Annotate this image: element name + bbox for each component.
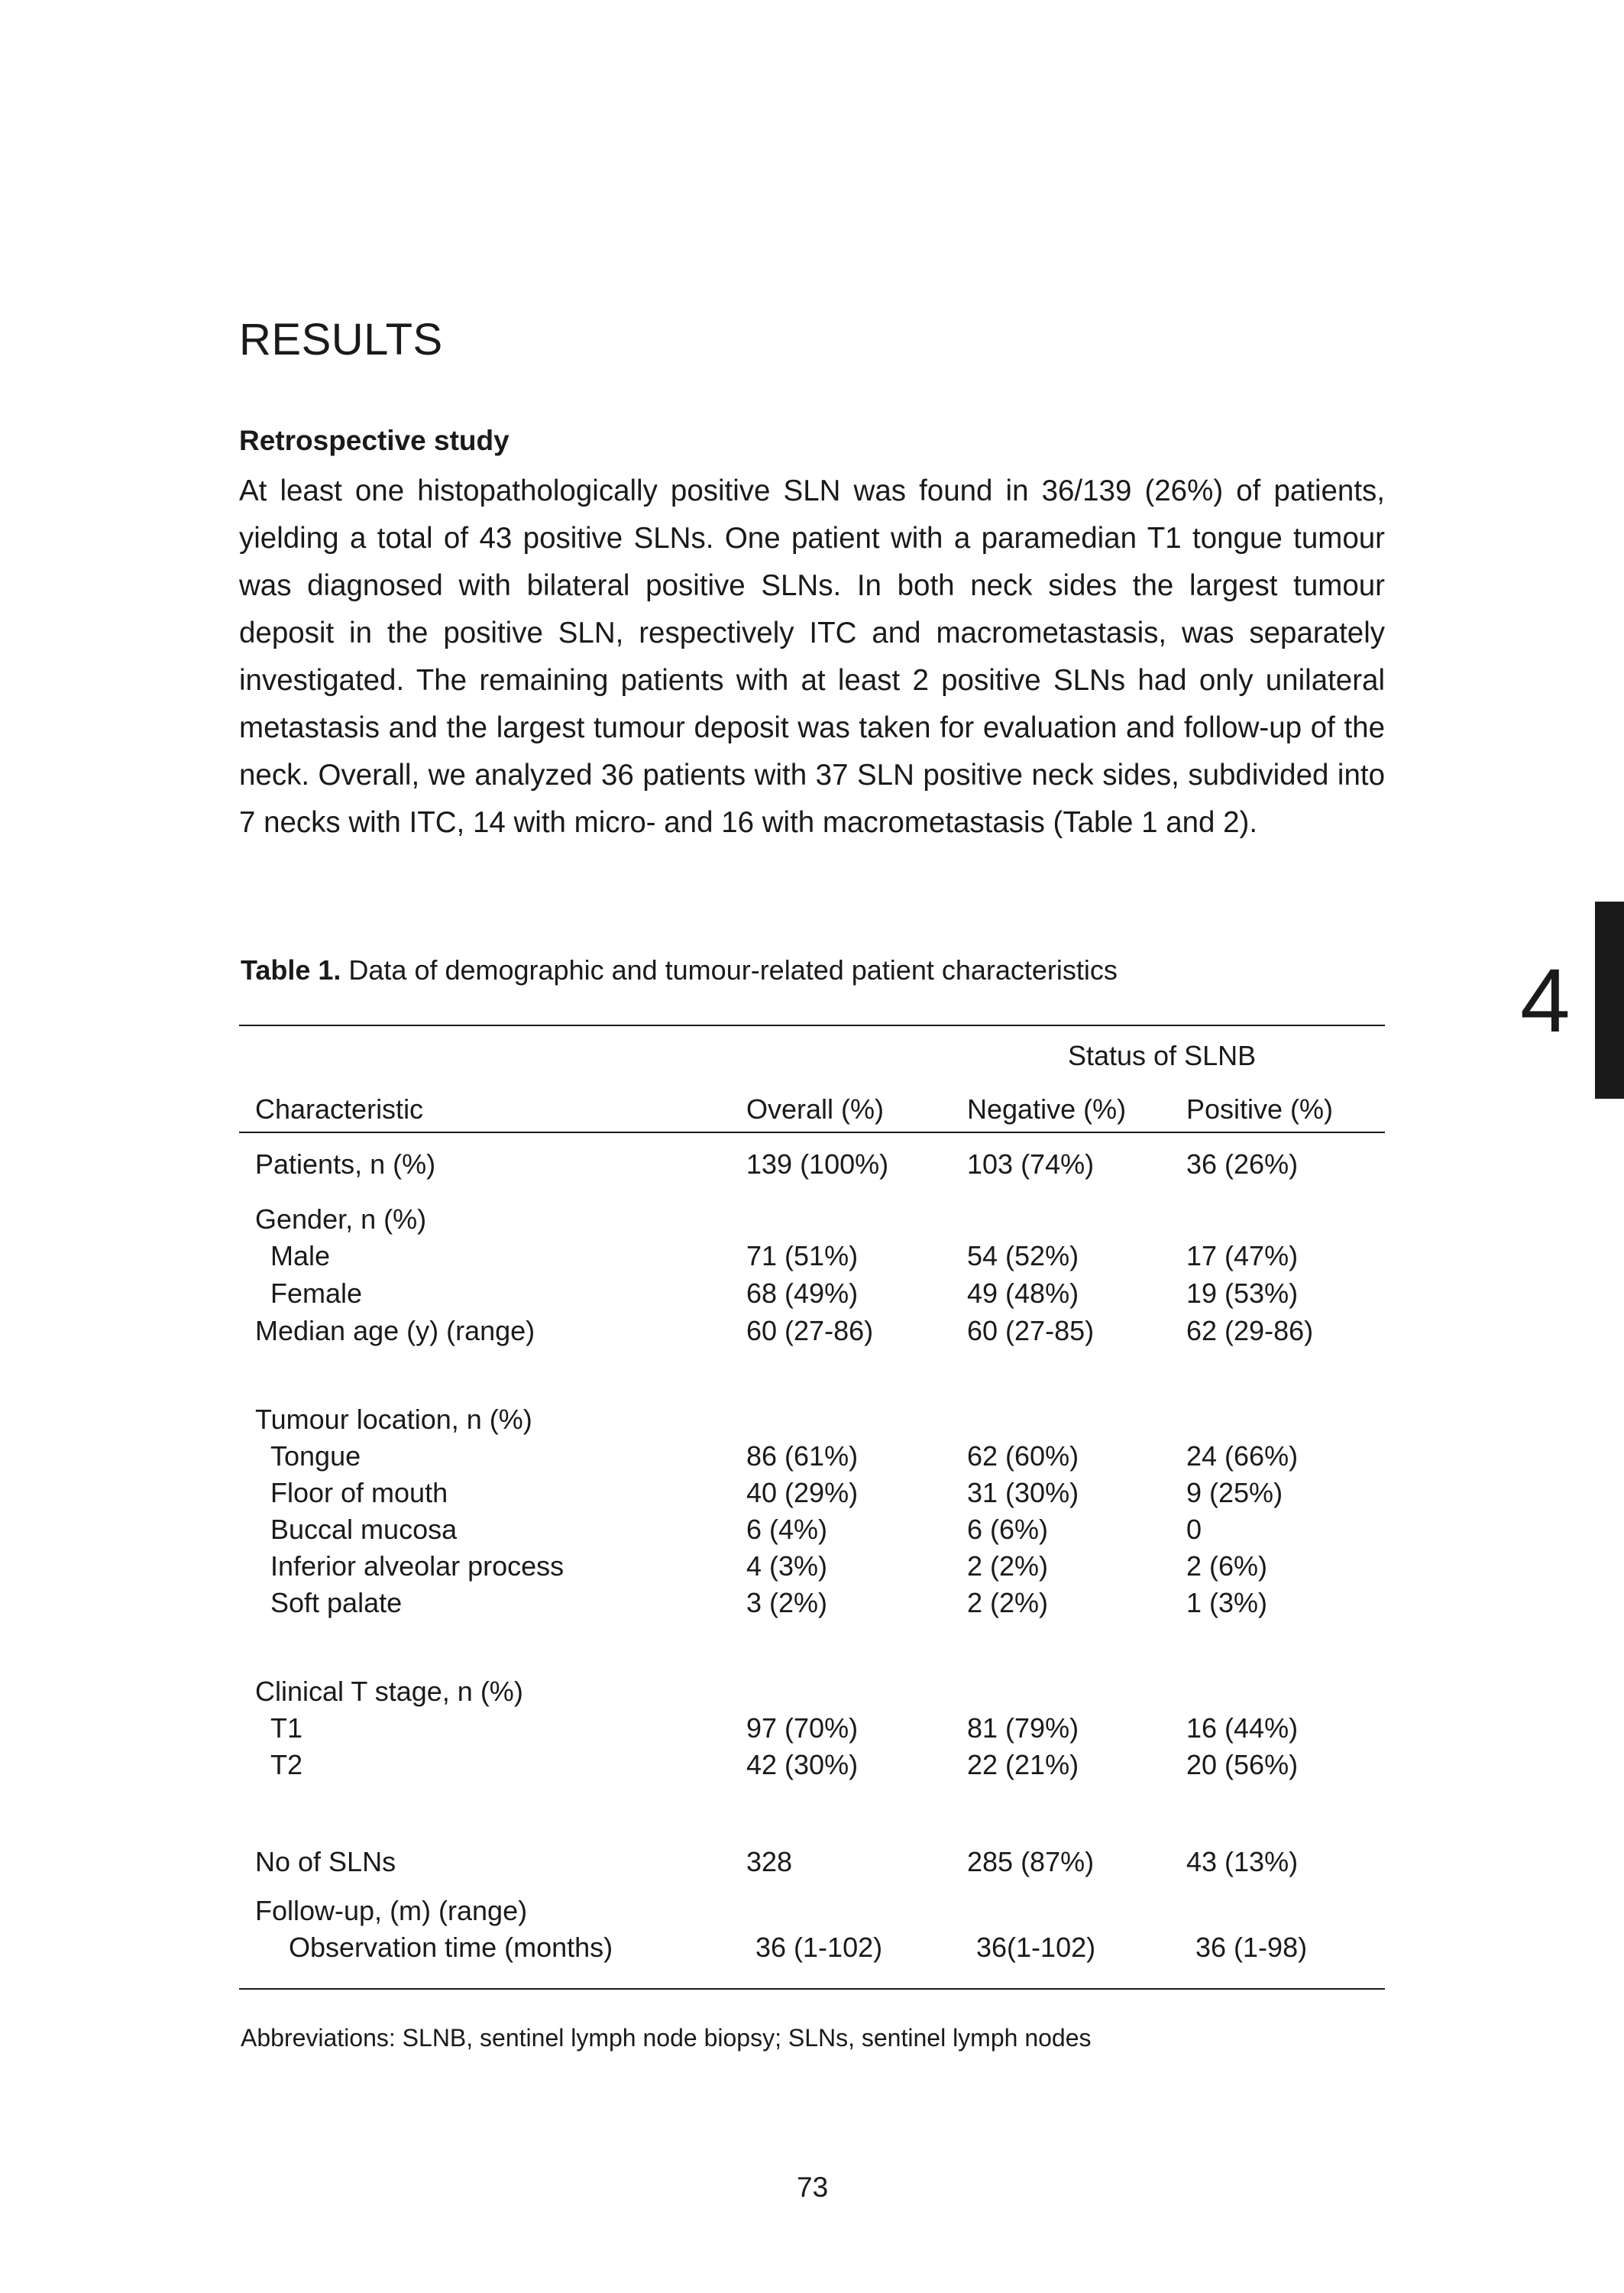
table-cell: 3 (2%) [746,1587,828,1618]
table-row-label: Tongue [270,1440,361,1472]
table-header-negative: Negative (%) [967,1093,1127,1125]
table-cell: 2 (6%) [1186,1550,1268,1582]
table-cell: 71 (51%) [746,1240,859,1271]
page-number: 73 [797,2172,829,2203]
table-header-overall: Overall (%) [746,1093,885,1125]
table-cell: 16 (44%) [1186,1712,1299,1744]
table-caption-text: Data of demographic and tumour-related patient characteristics [341,954,1118,986]
table-cell: 62 (60%) [967,1440,1079,1472]
table-cell: 17 (47%) [1186,1240,1299,1271]
table-caption [241,951,1118,989]
table-cell: 36(1-102) [976,1932,1096,1963]
table-group-header: Status of SLNB [1068,1040,1257,1071]
results-paragraph [239,468,1385,847]
table-row-label: Male [270,1240,331,1271]
chapter-tab-marker [1595,902,1624,1099]
table-cell: 139 (100%) [746,1148,889,1180]
table-row-label: Female [270,1278,363,1309]
table-cell: 9 (25%) [1186,1477,1283,1508]
table-row-label: Observation time (months) [289,1932,613,1963]
subsection-heading: Retrospective study [239,425,510,456]
table-cell: 42 (30%) [746,1749,859,1780]
table-row-label: Buccal mucosa [270,1514,458,1545]
table-footnote: Abbreviations: SLNB, sentinel lymph node biopsy; SLNs, sentinel lymph nodes [241,2024,1092,2052]
section-heading: RESULTS [239,315,443,364]
table-cell: 4 (3%) [746,1550,828,1582]
table-row-label: No of SLNs [255,1846,396,1877]
table-top-rule [239,1025,1385,1026]
table-cell: 2 (2%) [967,1550,1049,1582]
table-cell: 54 (52%) [967,1240,1079,1271]
table-row-label: Inferior alveolar process [270,1550,565,1582]
table-header-characteristic: Characteristic [255,1093,424,1125]
chapter-tab-number: 4 [1520,951,1571,1051]
table-cell: 60 (27-85) [967,1315,1095,1346]
table-cell: 62 (29-86) [1186,1315,1314,1346]
table-cell: 6 (6%) [967,1514,1049,1545]
table-cell: 68 (49%) [746,1278,859,1309]
table-cell: 328 [746,1846,793,1877]
table-row-label: T1 [270,1712,303,1744]
table-cell: 6 (4%) [746,1514,828,1545]
table-cell: 49 (48%) [967,1278,1079,1309]
table-row-label: Soft palate [270,1587,403,1618]
table-cell: 19 (53%) [1186,1278,1299,1309]
table-cell: 285 (87%) [967,1846,1095,1877]
table-cell: 81 (79%) [967,1712,1079,1744]
table-cell: 36 (26%) [1186,1148,1299,1180]
paragraph-text: At least one histopathologically positive SLN was found in 36/139 (26%) of patients, yielding a total of 43 positive SLNs. One patient with a paramedian T1 tongue tumour was diagnosed with bilateral positive SLNs. In both neck sides the largest tumour deposit in the positive SLN, respectively ITC and macrometastasis, was separately investigated. The remaining patients with at least 2 positive SLNs had only unilateral metastasis and the largest tumour deposit was taken for evaluation and follow-up of the neck. Overall, we analyzed 36 patients with 37 SLN positive neck sides, subdivided into 7 necks with ITC, 14 with micro- and 16 with macrometastasis (Table 1 and 2). [239,474,1385,839]
table-cell: 40 (29%) [746,1477,859,1508]
table-cell: 1 (3%) [1186,1587,1268,1618]
table-cell: 43 (13%) [1186,1846,1299,1877]
table-row-label: Tumour location, n (%) [255,1404,532,1435]
table-row-label: Follow-up, (m) (range) [255,1895,528,1926]
table-cell: 36 (1-98) [1195,1932,1308,1963]
table-cell: 103 (74%) [967,1148,1095,1180]
table-bottom-rule [239,1988,1385,1990]
table-cell: 31 (30%) [967,1477,1079,1508]
table-cell: 36 (1-102) [755,1932,883,1963]
table-cell: 60 (27-86) [746,1315,874,1346]
table-row-label: Patients, n (%) [255,1148,436,1180]
table-row-label: T2 [270,1749,303,1780]
table-row-label: Median age (y) (range) [255,1315,535,1346]
table-caption-label: Table 1. [241,954,341,986]
table-row-label: Clinical T stage, n (%) [255,1676,523,1707]
table-header-rule [239,1132,1385,1133]
table-cell: 97 (70%) [746,1712,859,1744]
table-cell: 20 (56%) [1186,1749,1299,1780]
table-cell: 24 (66%) [1186,1440,1299,1472]
table-cell: 86 (61%) [746,1440,859,1472]
table-cell: 22 (21%) [967,1749,1079,1780]
table-row-label: Gender, n (%) [255,1203,427,1235]
table-cell: 0 [1186,1514,1202,1545]
table-cell: 2 (2%) [967,1587,1049,1618]
table-header-positive: Positive (%) [1186,1093,1334,1125]
table-row-label: Floor of mouth [270,1477,448,1508]
